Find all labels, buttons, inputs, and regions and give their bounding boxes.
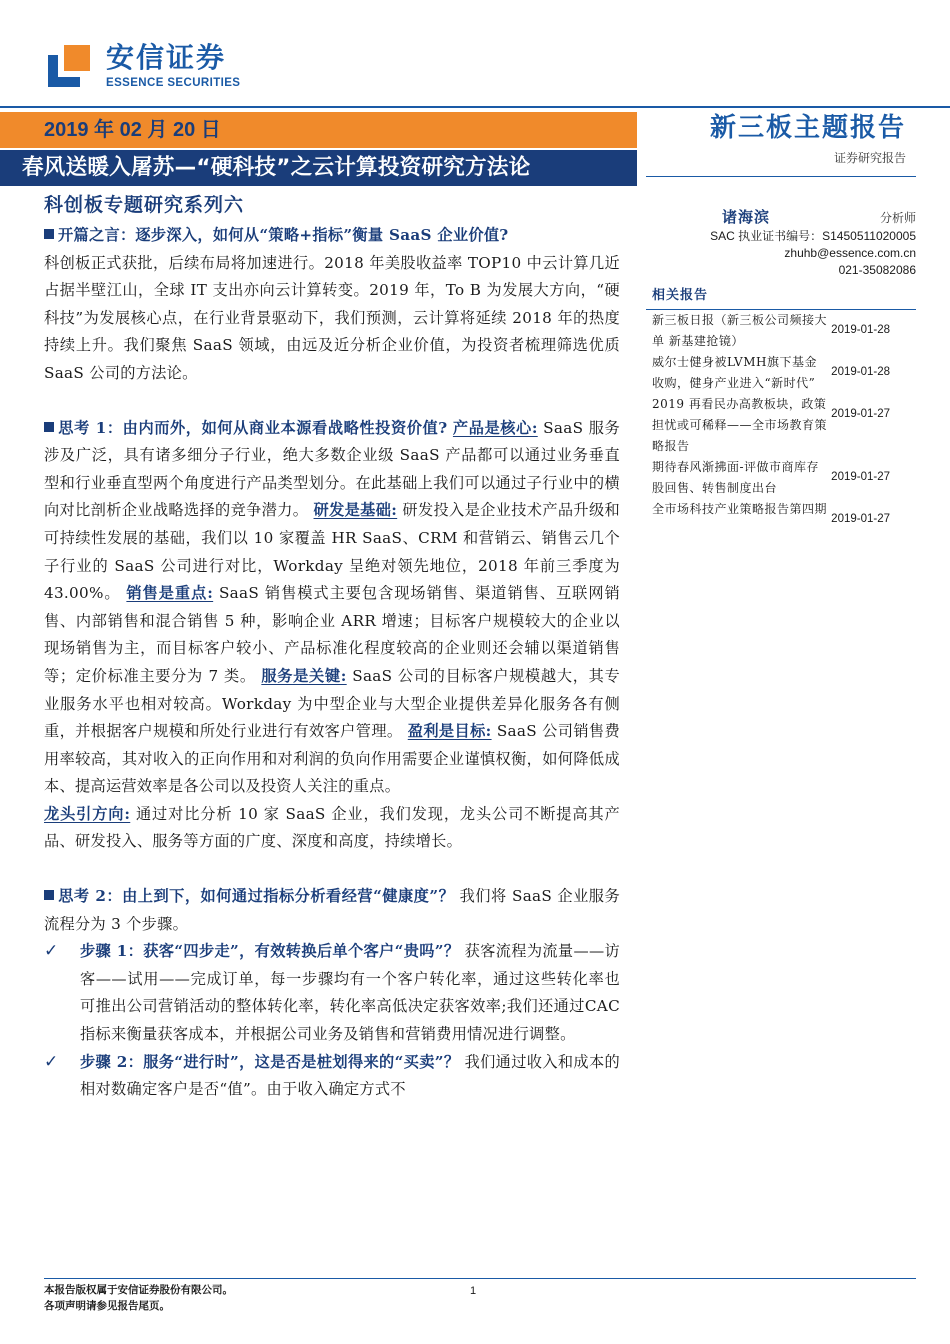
section-heading: 开篇之言：逐步深入，如何从“策略+指标”衡量 SaaS 企业价值? <box>44 222 620 250</box>
footer-disclaimer: 各项声明请参见报告尾页。 <box>44 1300 170 1312</box>
keyword-label: 服务是关键: <box>261 666 347 685</box>
list-item[interactable]: 新三板日报（新三板公司频接大单 新基建抢镜） 2019-01-28 <box>652 313 890 348</box>
report-subtype: 证券研究报告 <box>833 151 906 165</box>
related-reports-list <box>652 310 916 525</box>
analyst-role: 分析师 <box>879 211 916 225</box>
analyst-phone: 021-35082086 <box>838 263 916 277</box>
logo-cn: 安信证券 <box>106 41 227 74</box>
list-item[interactable]: 全市场科技产业策略报告第四期 2019-01-27 <box>652 502 890 525</box>
checkmark-icon: ✓ <box>44 941 59 962</box>
analyst-email[interactable]: zhuhb@essence.com.cn <box>784 246 916 260</box>
logo-en: ESSENCE SECURITIES <box>106 77 241 89</box>
section-paragraph: 思考 2：由上到下，如何通过指标分析看经营“健康度”？ 我们将 SaaS 企业服务流程分为 3 个步骤。 <box>44 887 620 933</box>
list-item[interactable]: 威尔士健身被LVMH旗下基金收购，健身产业进入“新时代” 2019-01-28 <box>652 355 890 390</box>
footer-divider <box>44 1278 916 1279</box>
list-item: ✓ 步骤 1：获客“四步走”，有效转换后单个客户“贵吗”？ 获客流程为流量——访客——试用——完成订单，每一步骤均有一个客户转化率，通过这些转化率也可推出公司营销活动的整体转化率，转化率高低决定获客效率;我们还通过CAC指标来衡量获客成本，并根据公司业务及销售和营销费用情况进行调整。 <box>44 938 620 1048</box>
keyword-label: 产品是核心: <box>452 418 538 437</box>
footer-copyright: 本报告版权属于安信证券股份有限公司。 <box>44 1284 233 1296</box>
square-bullet-icon <box>44 890 54 900</box>
main-content <box>44 222 620 1104</box>
checkmark-icon: ✓ <box>44 1051 59 1072</box>
report-subtitle: 科创板专题研究系列六 <box>44 194 245 216</box>
analyst-info <box>646 206 916 279</box>
keyword-label: 研发是基础: <box>313 501 398 520</box>
square-bullet-icon <box>44 422 54 432</box>
sidebar-divider <box>646 176 916 177</box>
section-paragraph: 思考 1：由内而外，如何从商业本源看战略性投资价值? 产品是核心: SaaS 服务涉及广泛，具有诸多细分子行业，绝大多数企业级 SaaS 产品都可以通过业务垂直型和行业垂直型两个角度进行产品类型划分。在此基础上我们可以通过子行业中的横向对比剖析企业战略选择的竞争潜力。 研发是基础: 研发投入是企业技术产品升级和可持续性发展的基础，我们以 10 家覆盖 HR SaaS、CRM 和营销云、销售云几个子行业的 SaaS 公司进行对比，Workday 呈绝对领先地位，2018 年前三季度为 43.00%。 销售是重点: SaaS 销售模式主要包含现场销售、渠道销售、互联网销售、内部销售和混合销售 5 种，影响企业 ARR 增速；目标客户规模较大的企业以现场销售为主，而目标客户较小、产品标准化程度较高的企业则还会辅以渠道销售等；定价标准主要分为 7 类。 服务是关键: SaaS 公司的目标客户规模越大，其专业服务水平也相对较高。Workday 为中型企业与大型企业提供差异化服务各有侧重，并根据客户规模和所处行业进行有效客户管理。 盈利是目标: SaaS 公司销售费用率较高，其对收入的正向作用和对利润的负向作用需要企业谨慎权衡，如何降低成本、提高运营效率是各公司以及投资人关注的重点。 <box>44 418 621 796</box>
company-logo <box>44 38 240 94</box>
report-type: 新三板主题报告 <box>709 113 906 143</box>
report-title: 春风送暖入屠苏—“硬科技”之云计算投资研究方法论 <box>22 155 531 180</box>
logo-mark-icon <box>44 41 94 91</box>
keyword-label: 盈利是目标: <box>407 722 492 741</box>
keyword-label: 龙头引方向: <box>44 804 131 823</box>
analyst-name: 诸海滨 <box>722 208 771 226</box>
section-paragraph: 龙头引方向: 通过对比分析 10 家 SaaS 企业，我们发现，龙头公司不断提高其产品、研发投入、服务等方面的广度、深度和高度，持续增长。 <box>44 804 621 851</box>
list-item[interactable]: 2019 再看民办高教板块，政策担忧或可稀释——全市场教育策略报告 2019-01-27 <box>652 397 890 453</box>
report-date: 2019 年 02 月 20 日 <box>44 119 221 141</box>
square-bullet-icon <box>44 229 54 239</box>
top-divider <box>0 106 950 108</box>
list-item: ✓ 步骤 2：服务“进行时”，这是否是桩划得来的“买卖”？ 我们通过收入和成本的相对数确定客户是否“值”。由于收入确定方式不 <box>44 1049 620 1104</box>
keyword-label: 销售是重点: <box>126 584 214 603</box>
related-reports-title: 相关报告 <box>652 288 709 303</box>
list-item[interactable]: 期待春风渐拂面-评做市商库存股回售、转售制度出台 2019-01-27 <box>652 460 890 495</box>
analyst-cert: SAC 执业证书编号：S1450511020005 <box>710 229 916 243</box>
section-paragraph: 科创板正式获批，后续布局将加速进行。2018 年美股收益率 TOP10 中云计算几近占据半壁江山，全球 IT 支出亦向云计算转变。2019 年，To B 为发展大方向，“硬科技”为发展核心点，在行业背景驱动下，我们预测，云计算将延续 2018 年的热度持续上升。我们聚焦 SaaS 领域，由远及近分析企业价值，为投资者梳理筛选优质 SaaS 公司的方法论。 <box>44 253 620 382</box>
page-number: 1 <box>470 1285 477 1297</box>
